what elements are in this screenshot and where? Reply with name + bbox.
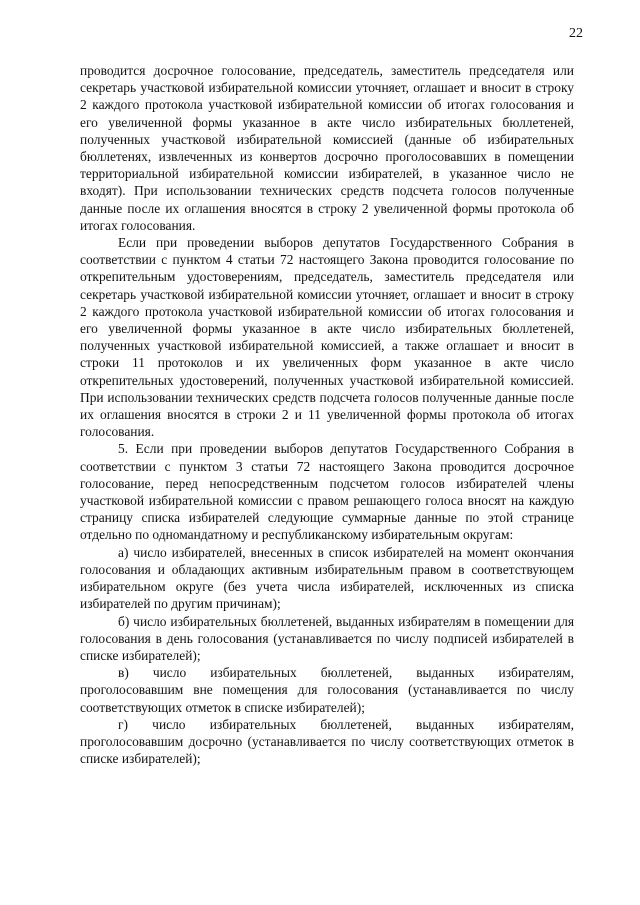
paragraph-continuation: проводится досрочное голосование, председатель, заместитель председателя или секретарь участковой избирательной комиссии уточняет, оглашает и вносит в строку 2 каждого протокола участковой избирательной комиссии об итогах голосования и его увеличенной формы указанное в акте число избирательных бюллетеней, полученных участковой избирательной комиссией (данные об избирательных бюллетенях, извлеченных из конвертов досрочно проголосовавших в помещении территориальной избирательной комиссии избирателей, в указанное число не входят). При использовании технических средств подсчета голосов полученные данные после их оглашения вносятся в строку 2 увеличенной формы протокола об итогах голосования. [80, 63, 574, 233]
paragraph-absentee-certificates: Если при проведении выборов депутатов Государственного Собрания в соответствии с пунктом 4 статьи 72 настоящего Закона проводится голосование по открепительным удостоверениям, председатель, заместитель председателя или секретарь участковой избирательной комиссии уточняет, оглашает и вносит в строку 2 каждого протокола участковой избирательной комиссии об итогах голосования и его увеличенной формы указанное в акте число избирательных бюллетеней, полученных участковой избирательной комиссией, а также оглашает и вносит в строки 11 протоколов и их увеличенных форм указанное в акте число открепительных удостоверений, полученных участковой избирательной комиссией. При использовании технических средств подсчета голосов полученные данные после их оглашения вносятся в строки 2 и 11 увеличенной формы протокола об итогах голосования. [80, 235, 574, 440]
paragraph-item-5: 5. Если при проведении выборов депутатов Государственного Собрания в соответствии с пунктом 3 статьи 72 настоящего Закона проводится досрочное голосование, перед непосредственным подсчетом голосов избирателей члены участковой избирательной комиссии с правом решающего голоса вносят на каждую страницу списка избирателей следующие суммарные данные по этой странице отдельно по одномандатному и республиканскому избирательным округам: [80, 441, 574, 543]
list-item-v: в) число избирательных бюллетеней, выданных избирателям, проголосовавшим вне помещения для голосования (устанавливается по числу соответствующих отметок в списке избирателей); [80, 665, 574, 715]
list-item-b: б) число избирательных бюллетеней, выданных избирателям в помещении для голосования в день голосования (устанавливается по числу подписей избирателей в списке избирателей); [80, 613, 574, 663]
document-body [80, 62, 574, 767]
list-item-a: а) число избирателей, внесенных в список избирателей на момент окончания голосования и обладающих активным избирательным правом в соответствующем избирательном округе (без учета числа избирателей, исключенных из списка избирателей по другим причинам); [80, 544, 574, 612]
page-number: 22 [569, 26, 583, 41]
list-item-g: г) число избирательных бюллетеней, выданных избирателям, проголосовавшим досрочно (устанавливается по числу соответствующих отметок в списке избирателей); [80, 716, 574, 767]
